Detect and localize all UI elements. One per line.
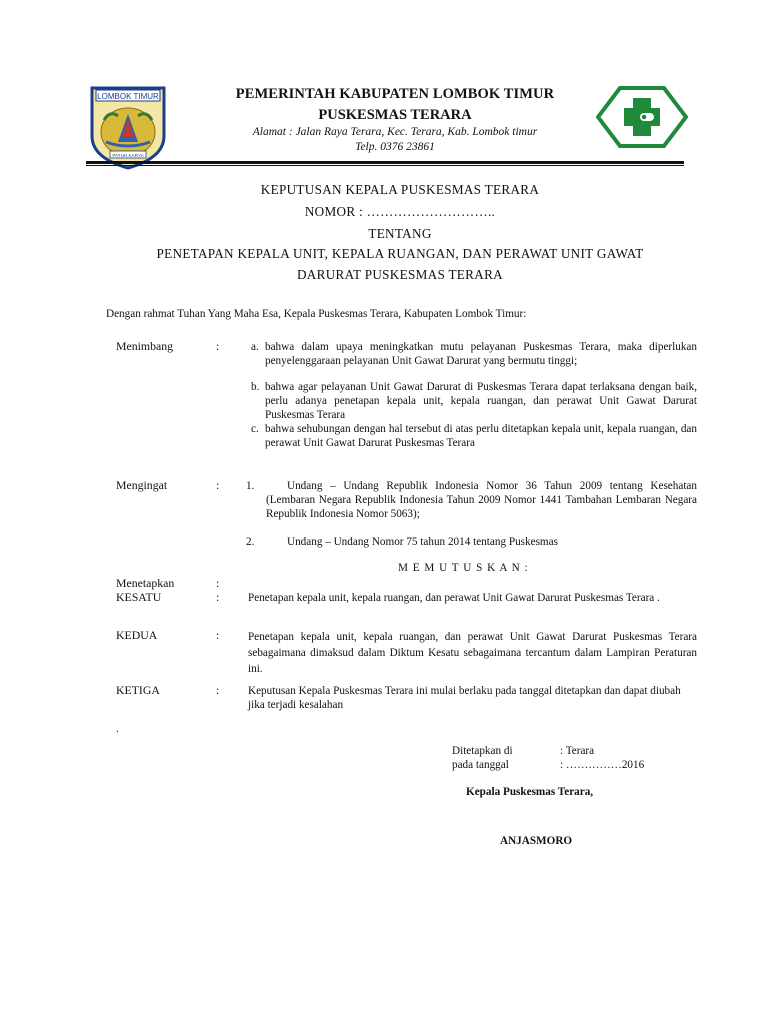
letterhead-government: PEMERINTAH KABUPATEN LOMBOK TIMUR [235,86,555,102]
kedua-label: KEDUA [116,628,158,642]
mengingat-colon: : [216,478,220,492]
place-value: : Terara [560,745,595,757]
mengingat-marker-1: 1. [246,480,255,492]
signatory-name: ANJASMORO [500,835,573,847]
place-label: Ditetapkan di [452,745,513,757]
decree-subject-line2: DARURAT PUSKESMAS TERARA [296,267,504,282]
mengingat-item-1: Undang – Undang Republik Indonesia Nomor 36 Tahun 2009 tentang Kesehatan (Lembaran Negara Republik Indonesia Tahun 2009 Nomor 1441 Tambahan Lembaran Negara Republik Indonesia Nomor 5063); [266,480,697,520]
preamble: Dengan rahmat Tuhan Yang Maha Esa, Kepala Puskesmas Terara, Kabupaten Lombok Timur: [106,308,527,320]
stray-dot: . [116,723,119,735]
kedua-text: Penetapan kepala unit, kepala ruangan, dan perawat Unit Gawat Darurat Puskesmas Terara sebagaimana dimaksud dalam Diktum Kesatu sebagaimana tercantum dalam Lampiran Peraturan ini. [248,631,697,675]
svg-text:PATUH KARYA: PATUH KARYA [112,153,144,158]
menimbang-label: Menimbang [116,339,174,353]
menimbang-marker-a: a. [251,341,259,353]
letterhead-rule-thick [86,161,684,164]
svg-text:LOMBOK TIMUR: LOMBOK TIMUR [97,92,159,101]
mengingat-marker-2: 2. [246,536,255,548]
letterhead-phone: Telp. 0376 23861 [355,141,435,153]
letterhead-rule-thin [86,165,684,166]
letterhead-address: Alamat : Jalan Raya Terara, Kec. Terara, Kab. Lombok timur [252,126,538,138]
decree-number: NOMOR : ……………………….. [304,204,496,219]
kesatu-colon: : [216,590,220,604]
puskesmas-logo [596,86,688,148]
decree-about: TENTANG [368,226,432,241]
kesatu-label: KESATU [116,590,162,604]
ketiga-colon: : [216,683,220,697]
menimbang-marker-b: b. [251,381,260,393]
decree-subject-line1: PENETAPAN KEPALA UNIT, KEPALA RUANGAN, DAN PERAWAT UNIT GAWAT [156,246,644,261]
date-value: : ……………2016 [560,759,645,771]
ketiga-text: Keputusan Kepala Puskesmas Terara ini mulai berlaku pada tanggal ditetapkan dan dapat diubah jika terjadi kesalahan [248,685,681,711]
decree-title: KEPUTUSAN KEPALA PUSKESMAS TERARA [260,182,540,197]
kedua-colon: : [216,628,220,642]
kesatu-text: Penetapan kepala unit, kepala ruangan, dan perawat Unit Gawat Darurat Puskesmas Terara . [248,592,660,604]
mengingat-label: Mengingat [116,478,168,492]
mengingat-item-2: Undang – Undang Nomor 75 tahun 2014 tentang Puskesmas [287,536,558,548]
memutuskan-heading: M E M U T U S K A N : [398,562,529,574]
menetapkan-label: Menetapkan [116,576,175,590]
menimbang-item-c: bahwa sehubungan dengan hal tersebut di atas perlu ditetapkan kepala unit, kepala ruangan, dan perawat Unit Gawat Darurat Puskesmas Terara [265,423,697,449]
menimbang-item-a: bahwa dalam upaya meningkatkan mutu pelayanan Puskesmas Terara, maka diperlukan penyelenggaraan pelayanan Unit Gawat Darurat yang bermutu tinggi; [265,341,697,367]
regency-logo [88,84,168,170]
ketiga-label: KETIGA [116,683,160,697]
signatory-office: Kepala Puskesmas Terara, [466,786,594,798]
menimbang-item-b: bahwa agar pelayanan Unit Gawat Darurat di Puskesmas Terara dapat terlaksana dengan baik, perlu adanya penetapan kepala unit, kepala ruangan, dan perawat Unit Gawat Darurat Puskesmas Terara [265,381,697,421]
date-label: pada tanggal [452,759,509,771]
menimbang-marker-c: c. [251,423,259,435]
menimbang-colon: : [216,339,220,353]
menetapkan-colon: : [216,576,220,590]
letterhead-institution: PUSKESMAS TERARA [318,107,472,123]
